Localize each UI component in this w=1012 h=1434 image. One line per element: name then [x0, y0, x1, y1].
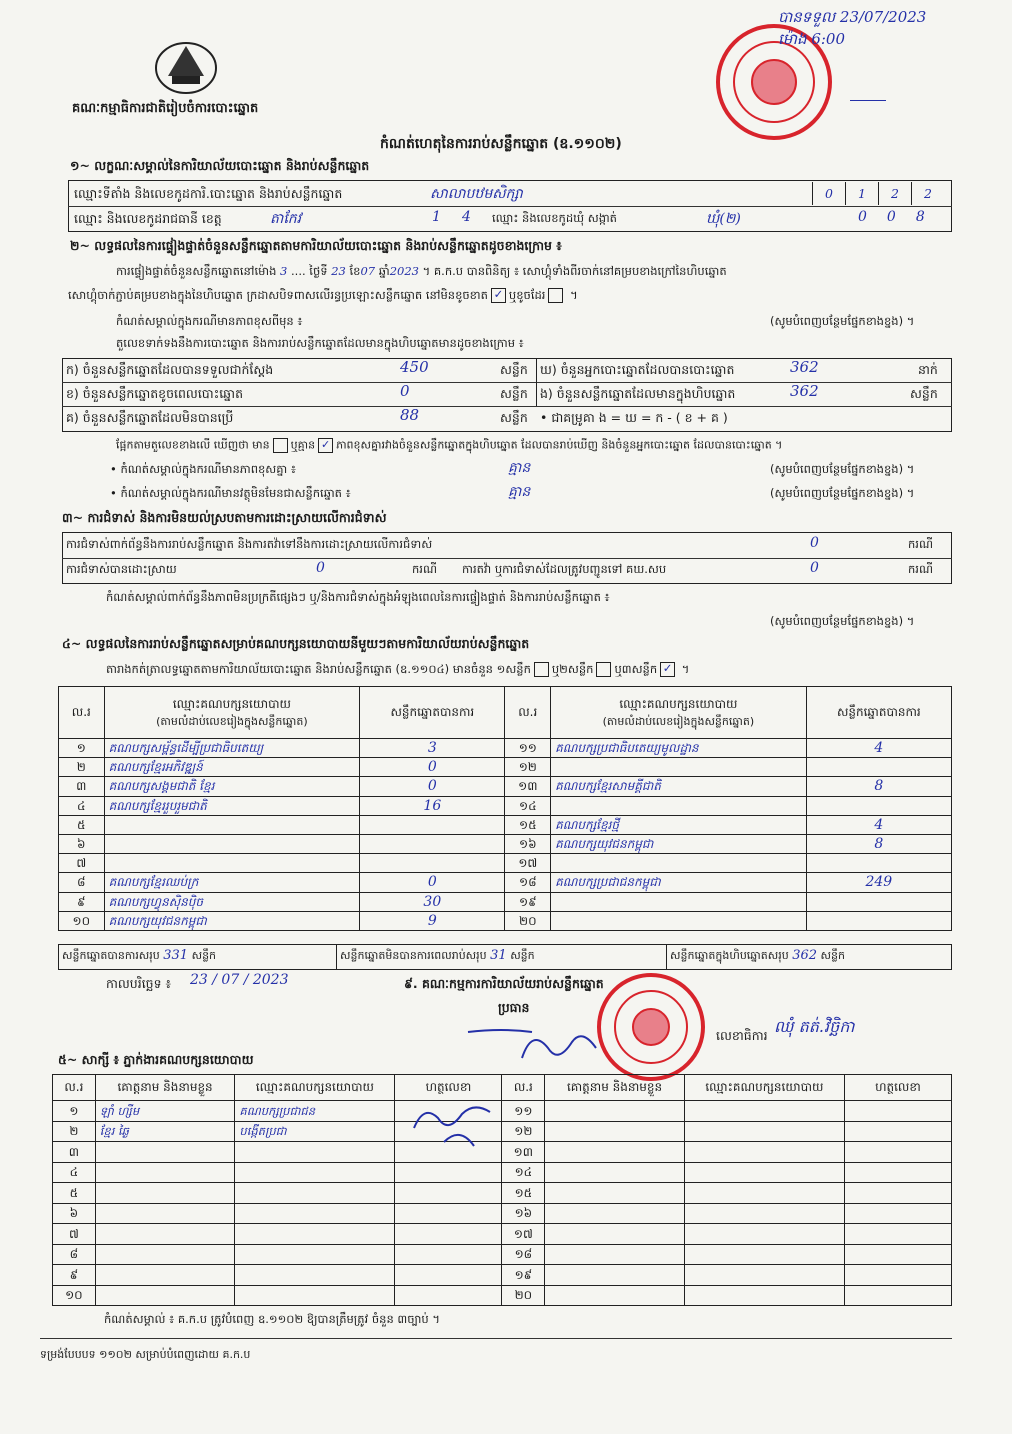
checkbox-intact[interactable]: ✓: [491, 288, 506, 303]
complaint-row1-unit: ករណី: [908, 537, 933, 551]
bullet-object: • កំណត់សម្គាល់ក្នុងករណីមានវត្ថុមិនមែនជាសន្លឹកឆ្នោត ៖: [110, 486, 351, 500]
row-no: ១២: [505, 758, 551, 777]
witness-sign: [844, 1285, 951, 1306]
complaint-row2b-label: ការតវ៉ា ឬការជំទាស់ដែលត្រូវបញ្ជូនទៅ គឃ.សប: [462, 562, 667, 576]
party-name: គណបក្សប្រជាជនកម្ពុជា: [551, 873, 807, 892]
commune-label: ឈ្មោះ និងលេខកូដឃុំ សង្កាត់: [492, 211, 617, 225]
witness-party: [235, 1142, 395, 1163]
witness-party: [684, 1265, 844, 1286]
count-b-unit: សន្លឹក: [500, 386, 528, 401]
witness-row: [53, 1183, 952, 1204]
party-votes: 30: [360, 892, 505, 911]
party-name: គណបក្សយុវជនកម្ពុជា: [104, 911, 360, 930]
count-a-label: ក) ចំនួនសន្លឹកឆ្នោតដែលបានទទួលជាក់ស្តែង: [66, 362, 274, 377]
row-no: ១៨: [505, 873, 551, 892]
witness-party: [684, 1162, 844, 1183]
party-votes: 249: [806, 873, 951, 892]
witness-row: [53, 1265, 952, 1286]
table-row: [59, 834, 952, 853]
witness-party: [235, 1162, 395, 1183]
witness-name: [95, 1265, 235, 1286]
col-votes: សន្លឹកឆ្នោតបានការ: [360, 687, 505, 739]
witness-name: [545, 1285, 685, 1306]
witness-sign: [844, 1101, 951, 1122]
province-label: ឈ្មោះ និងលេខកូដរាជធានី ខេត្ត: [74, 211, 222, 226]
w-col-name-2: គោត្តនាម និងនាមខ្លួន: [545, 1075, 685, 1101]
count-committee: ៩. គណៈកម្មការការិយាល័យរាប់សន្លឹកឆ្នោត: [404, 976, 604, 991]
section4-title: ៤~ លទ្ធផលនៃការរាប់សន្លឹកឆ្នោតសម្រាប់គណបក្សនយោបាយនីមួយៗតាមការិយាល័យរាប់សន្លឹកឆ្នោត: [62, 636, 530, 651]
code-digit: 0: [812, 182, 845, 205]
count-d-value: 362: [790, 358, 819, 376]
witness-sign: [395, 1162, 502, 1183]
count-a-value: 450: [400, 358, 429, 376]
chair-label: ប្រធាន: [498, 1000, 530, 1015]
witness-sign: [844, 1183, 951, 1204]
w-col-sign: ហត្ថលេខា: [395, 1075, 502, 1101]
witness-party: [235, 1285, 395, 1306]
witness-sign: [844, 1162, 951, 1183]
witness-no: ១៥: [502, 1183, 545, 1204]
party-name: គណបក្សប្រជាធិបតេយ្យមូលដ្ឋាន: [551, 739, 807, 758]
party-votes: [360, 854, 505, 873]
party-votes: 4: [806, 739, 951, 758]
witness-no: ២: [53, 1121, 96, 1142]
witness-party: [684, 1203, 844, 1224]
section3-title: ៣~ ការជំទាស់ និងការមិនយល់ស្របតាមការដោះស្រាយលើការជំទាស់: [62, 510, 387, 525]
witness-row: [53, 1244, 952, 1265]
party-name: [551, 911, 807, 930]
count-c-value: 88: [400, 406, 420, 424]
count-e-value: 362: [790, 382, 819, 400]
witness-no: ៣: [53, 1142, 96, 1163]
party-votes: 8: [806, 777, 951, 796]
witness-name: [545, 1203, 685, 1224]
table-row: [59, 815, 952, 834]
witness-party: [684, 1183, 844, 1204]
code-digit: 0: [858, 209, 887, 225]
count-c-label: គ) ចំនួនសន្លឹកឆ្នោតដែលមិនបានប្រើ: [66, 410, 234, 425]
witness-party: បង្កើតប្រជា: [235, 1121, 395, 1142]
bullet-diff-hint: (សូមបំពេញបន្ថែមផ្នែកខាងខ្នង) ។: [770, 462, 915, 476]
witness-sign: [844, 1244, 951, 1265]
code-digit: 2: [911, 182, 944, 205]
witness-no: ១០: [53, 1285, 96, 1306]
commune-code: [858, 209, 945, 225]
verify-line: ការផ្ទៀងផ្ទាត់ចំនួនសន្លឹកឆ្នោតនៅម៉ោង 3 .... ថ្ងៃទី 23 ខែ07 ឆ្នាំ2023 ។ គ.ក.ប បានពិនិត្យ ៖ សោហ្គុំទាំងពីរចាក់នៅគម្របខាងក្រៅនៃហិបឆ្នោត: [116, 264, 727, 278]
section4-intro: តារាងកត់ត្រាលទ្ធឆ្នោតតាមការិយាល័យបោះឆ្នោត និងរាប់សន្លឹកឆ្នោត (ឧ.១១០៤) មានចំនួន ១សន្លឹក ឬ២សន្លឹក ឬ៣សន្លឹក ✓ ។: [106, 661, 690, 676]
witness-name: [95, 1224, 235, 1245]
witness-name: [545, 1244, 685, 1265]
complaint-row1-label: ការជំទាស់ពាក់ព័ន្ធនឹងការរាប់សន្លឹកឆ្នោត និងការតវ៉ាទៅនឹងការដោះស្រាយលើការជំទាស់: [66, 537, 433, 551]
complaint-row2b-value: 0: [810, 560, 819, 576]
witness-sign: [844, 1224, 951, 1245]
row-no: ១៤: [505, 796, 551, 815]
w-col-party-2: ឈ្មោះគណបក្សនយោបាយ: [684, 1075, 844, 1101]
witness-no: ៤: [53, 1162, 96, 1183]
table-row: [59, 854, 952, 873]
witness-name: [95, 1162, 235, 1183]
witness-no: ៥: [53, 1183, 96, 1204]
total-valid: សន្លឹកឆ្នោតបានការសរុប 331 សន្លឹក: [62, 948, 217, 963]
party-name: គណបក្សខ្មែរអភិវឌ្ឍន៍: [104, 758, 360, 777]
section1-title: ១~ លក្ខណៈសម្គាល់នៃការិយាល័យបោះឆ្នោត និងរាប់សន្លឹកឆ្នោត: [70, 158, 370, 173]
row-no: ៥: [59, 815, 105, 834]
witness-no: ១: [53, 1101, 96, 1122]
witness-party: [684, 1285, 844, 1306]
party-name: គណបក្សសម្ព័ន្ធដើម្បីប្រជាធិបតេយ្យ: [104, 739, 360, 758]
witness-name: [95, 1142, 235, 1163]
witness-row: [53, 1224, 952, 1245]
party-name: [551, 892, 807, 911]
witness-party: [684, 1101, 844, 1122]
section2-title: ២~ លទ្ធផលនៃការផ្ទៀងផ្ទាត់ចំនួនសន្លឹកឆ្នោតតាមការិយាល័យបោះឆ្នោត និងរាប់សន្លឹកឆ្នោតដូចខាងក្រោម ៖: [70, 238, 562, 253]
table-row: [59, 873, 952, 892]
province-value: តាកែវ: [270, 211, 302, 227]
col-no: ល.រ: [59, 687, 105, 739]
party-name: [104, 854, 360, 873]
witness-sign: [395, 1183, 502, 1204]
checkbox-has-diff[interactable]: [273, 438, 288, 453]
w-col-party: ឈ្មោះគណបក្សនយោបាយ: [235, 1075, 395, 1101]
witness-name: [95, 1203, 235, 1224]
secretary-signature: ឈ៉ំ តត់.វិច្ឆិកា: [774, 1017, 855, 1036]
party-name: គណបក្សសង្គមជាតិ ខ្មែរ: [104, 777, 360, 796]
total-invalid: សន្លឹកឆ្នោតមិនបានការពេលរាប់សរុប 31 សន្លឹក: [340, 948, 535, 963]
table-row: [59, 892, 952, 911]
w-col-sign-2: ហត្ថលេខា: [844, 1075, 951, 1101]
checkbox-damaged[interactable]: [548, 288, 563, 303]
row-no: ៦: [59, 834, 105, 853]
witness-name: [545, 1142, 685, 1163]
col-votes-2: សន្លឹកឆ្នោតបានការ: [806, 687, 951, 739]
bullet-diff-value: គ្មាន: [508, 460, 531, 476]
witness-party: [235, 1183, 395, 1204]
complaint-row2b-unit: ករណី: [908, 562, 933, 576]
count-b-value: 0: [400, 382, 410, 400]
party-votes: [360, 815, 505, 834]
row-no: ១៣: [505, 777, 551, 796]
witness-sign: [395, 1224, 502, 1245]
party-votes: 3: [360, 739, 505, 758]
row-no: ៧: [59, 854, 105, 873]
complaint-row1-value: 0: [810, 535, 819, 551]
w-col-name: គោត្តនាម និងនាមខ្លួន: [95, 1075, 235, 1101]
party-name: គណបក្សខ្មែរសាមគ្គីជាតិ: [551, 777, 807, 796]
witness-no: ១៤: [502, 1162, 545, 1183]
emblem-logo: [150, 36, 222, 96]
footnote: កំណត់សម្គាល់ ៖ គ.ក.ប ត្រូវបំពេញ ឧ.១១០២ ឱ្យបានត្រឹមត្រូវ ចំនួន ៣ច្បាប់ ។: [104, 1312, 440, 1326]
table-row: [59, 739, 952, 758]
party-name: [551, 796, 807, 815]
w-col-no-2: ល.រ: [502, 1075, 545, 1101]
party-name: គណបក្សហ្វុនស៊ិនប៉ិច: [104, 892, 360, 911]
witness-sign: [395, 1285, 502, 1306]
count-b-label: ខ) ចំនួនសន្លឹកឆ្នោតខូចពេលបោះឆ្នោត: [66, 386, 244, 401]
compare-line: ផ្អែកតាមតួលេខខាងលើ ឃើញថា មាន ឬគ្មាន ✓ ភាពខុសគ្នារវាងចំនួនសន្លឹកឆ្នោតក្នុងហិបឆ្នោត ដែលបានរាប់ឃើញ និងចំនួនអ្នកបោះឆ្នោត ដែលបានបោះឆ្នោត ។: [116, 438, 783, 452]
commune-value: ឃុំ(២): [706, 211, 741, 227]
row-no: ១១: [505, 739, 551, 758]
witness-party: គណបក្សប្រជាជន: [235, 1101, 395, 1122]
total-in-box: សន្លឹកឆ្នោតក្នុងហិបឆ្នោតសរុប 362 សន្លឹក: [670, 948, 845, 963]
row-no: ១: [59, 739, 105, 758]
witness-no: ៨: [53, 1244, 96, 1265]
section5-title: ៥~ សាក្សី ៖ ភ្នាក់ងារគណបក្សនយោបាយ: [58, 1052, 254, 1067]
witness-row: [53, 1285, 952, 1306]
bullet-object-hint: (សូមបំពេញបន្ថែមផ្នែកខាងខ្នង) ។: [770, 486, 915, 500]
results-table: [58, 686, 952, 931]
party-name: [104, 834, 360, 853]
party-votes: 0: [360, 758, 505, 777]
seal-line: សោហ្គុំចាក់ភ្ជាប់គម្របខាងក្នុងនៃហិបឆ្នោត ក្រដាសបិទពាសលើរន្ធប្រឡោះសន្លឹកឆ្នោត នៅមិនខូចខាត ✓ ឬខូចដែរ ។: [68, 287, 578, 302]
date-value: 23 / 07 / 2023: [190, 972, 289, 988]
party-votes: [360, 834, 505, 853]
row-no: ២: [59, 758, 105, 777]
witness-name: [545, 1224, 685, 1245]
table-row: [59, 758, 952, 777]
witness-party: [235, 1265, 395, 1286]
party-votes: 0: [360, 873, 505, 892]
diff-note-label: កំណត់សម្គាល់ក្នុងករណីមានភាពខុសពីមុន ៖: [116, 314, 303, 328]
province-code-1: 1: [432, 209, 441, 225]
witness-no: ១៣: [502, 1142, 545, 1163]
code-digit: 1: [845, 182, 878, 205]
complaint-hint: (សូមបំពេញបន្ថែមផ្នែកខាងខ្នង) ។: [770, 614, 915, 628]
diff-note-hint: (សូមបំពេញបន្ថែមផ្នែកខាងខ្នង) ។: [770, 314, 915, 328]
table-row: [59, 796, 952, 815]
bullet-object-value: គ្មាន: [508, 484, 531, 500]
col-no-2: ល.រ: [505, 687, 551, 739]
party-votes: [806, 854, 951, 873]
chair-signature: [462, 1018, 602, 1068]
witness-no: ១៧: [502, 1224, 545, 1245]
witness-name: [545, 1101, 685, 1122]
row-no: ៨: [59, 873, 105, 892]
checkbox-2-sheet[interactable]: [596, 662, 611, 677]
count-a-unit: សន្លឹក: [500, 362, 528, 377]
witness-name: [545, 1183, 685, 1204]
station-value: សាលាបឋមសិក្សា: [430, 186, 523, 202]
complaint-note: កំណត់សម្គាល់ពាក់ព័ន្ធនឹងភាពមិនប្រក្រតីផ្សេងៗ ឬ/និងការជំទាស់ក្នុងអំឡុងពេលនៃការផ្ទៀងផ្ទាត់ និងការរាប់សន្លឹកឆ្នោត ៖: [106, 590, 610, 604]
bullet-diff: • កំណត់សម្គាល់ក្នុងករណីមានភាពខុសគ្នា ៖: [110, 462, 296, 476]
witness-name: [95, 1244, 235, 1265]
witness-no: ១៦: [502, 1203, 545, 1224]
party-votes: [806, 796, 951, 815]
witness-sign: [395, 1244, 502, 1265]
witness-no: ១៨: [502, 1244, 545, 1265]
witness-sign: [844, 1121, 951, 1142]
party-votes: 0: [360, 777, 505, 796]
witness-sign: [844, 1142, 951, 1163]
witness-party: [684, 1142, 844, 1163]
complaint-row2-value: 0: [316, 560, 325, 576]
row-no: ១៦: [505, 834, 551, 853]
witness-name: [545, 1162, 685, 1183]
station-code: [812, 182, 944, 205]
witness-row: [53, 1162, 952, 1183]
party-name: [104, 815, 360, 834]
row-no: ៩: [59, 892, 105, 911]
witness-name: [95, 1285, 235, 1306]
party-votes: 4: [806, 815, 951, 834]
date-label: កាលបរិច្ឆេទ ៖: [106, 976, 172, 991]
party-votes: [806, 892, 951, 911]
committee-name: គណៈកម្មាធិការជាតិរៀបចំការបោះឆ្នោត: [72, 101, 259, 116]
witness-sign: [844, 1265, 951, 1286]
party-votes: 8: [806, 834, 951, 853]
party-votes: 9: [360, 911, 505, 930]
row-no: ២០: [505, 911, 551, 930]
row-no: ១៥: [505, 815, 551, 834]
party-name: [551, 758, 807, 777]
witness-name: ខ្មែរ ឆ្ងៃ: [95, 1121, 235, 1142]
complaint-row2-label: ការជំទាស់បានដោះស្រាយ: [66, 562, 177, 576]
party-name: គណបក្សខ្មែរថ្មី: [551, 815, 807, 834]
witness-party: [684, 1224, 844, 1245]
witness-name: ឡាំ ហ្សីម: [95, 1101, 235, 1122]
w-col-no: ល.រ: [53, 1075, 96, 1101]
col-party: ឈ្មោះគណបក្សនយោបាយ (តាមលំដាប់លេខរៀងក្នុងសន្លឹកឆ្នោត): [104, 687, 360, 739]
witness-no: ៩: [53, 1265, 96, 1286]
station-label: ឈ្មោះទីតាំង និងលេខកូដការិ.បោះឆ្នោត និងរាប់សន្លឹកឆ្នោត: [74, 186, 343, 201]
received-note: បានទទួល 23/07/2023 ម៉ោង 6:00: [778, 8, 927, 48]
witness-sign: [844, 1203, 951, 1224]
checkbox-1-sheet[interactable]: [534, 662, 549, 677]
formula: • ជាគម្រូគា ង = ឃ = ក - ( ខ + គ ): [540, 410, 728, 425]
row-no: ៣: [59, 777, 105, 796]
witness-sign: [395, 1265, 502, 1286]
witness-no: ៦: [53, 1203, 96, 1224]
witness-party: [684, 1121, 844, 1142]
secretary-label: លេខាធិការ: [716, 1028, 768, 1043]
checkbox-3-sheet[interactable]: ✓: [660, 662, 675, 677]
summary-intro: តួលេខទាក់ទងនឹងការបោះឆ្នោត និងការរាប់សន្លឹកឆ្នោតដែលមានក្នុងហិបឆ្នោតមានដូចខាងក្រោម ៖: [116, 336, 524, 350]
party-name: គណបក្សយុវជនកម្ពុជា: [551, 834, 807, 853]
witness-party: [235, 1203, 395, 1224]
row-no: ១៩: [505, 892, 551, 911]
witness-party: [684, 1244, 844, 1265]
form-footer: ទម្រង់បែបបទ ១១០២ សម្រាប់បំពេញដោយ គ.ក.ប: [40, 1348, 251, 1361]
witness-sign: [395, 1203, 502, 1224]
count-e-label: ង) ចំនួនសន្លឹកឆ្នោតដែលមានក្នុងហិបឆ្នោត: [540, 386, 736, 401]
complaint-row2-unit: ករណី: [412, 562, 437, 576]
code-digit: 2: [878, 182, 911, 205]
witness-name: [545, 1121, 685, 1142]
row-no: ១៧: [505, 854, 551, 873]
count-d-unit: នាក់: [918, 362, 938, 377]
count-d-label: ឃ) ចំនួនអ្នកបោះឆ្នោតដែលបានបោះឆ្នោត: [540, 362, 735, 377]
party-name: គណបក្សខ្មែររួបរួមជាតិ: [104, 796, 360, 815]
row-no: ១០: [59, 911, 105, 930]
witness-name: [545, 1265, 685, 1286]
witness-signature: [404, 1098, 504, 1158]
checkbox-no-diff[interactable]: ✓: [318, 438, 333, 453]
row-no: ៤: [59, 796, 105, 815]
party-votes: [806, 758, 951, 777]
table-row: [59, 777, 952, 796]
witness-no: ២០: [502, 1285, 545, 1306]
witness-no: ១៩: [502, 1265, 545, 1286]
party-votes: 16: [360, 796, 505, 815]
witness-no: ៧: [53, 1224, 96, 1245]
party-name: [551, 854, 807, 873]
witness-no: ១១: [502, 1101, 545, 1122]
witness-party: [235, 1224, 395, 1245]
count-c-unit: សន្លឹក: [500, 410, 528, 425]
witness-name: [95, 1183, 235, 1204]
witness-party: [235, 1244, 395, 1265]
code-digit: 0: [886, 209, 916, 225]
col-party-2: ឈ្មោះគណបក្សនយោបាយ (តាមលំដាប់លេខរៀងក្នុងសន្លឹកឆ្នោត): [551, 687, 807, 739]
province-code-2: 4: [462, 209, 471, 225]
form-title: កំណត់ហេតុនៃការរាប់សន្លឹកឆ្នោត (ឧ.១១០២): [380, 136, 622, 152]
witness-no: ១២: [502, 1121, 545, 1142]
witness-row: [53, 1203, 952, 1224]
code-digit: 8: [915, 209, 945, 225]
party-votes: [806, 911, 951, 930]
party-name: គណបក្សខ្មែរឈប់ក្រ: [104, 873, 360, 892]
count-e-unit: សន្លឹក: [910, 386, 938, 401]
table-row: [59, 911, 952, 930]
